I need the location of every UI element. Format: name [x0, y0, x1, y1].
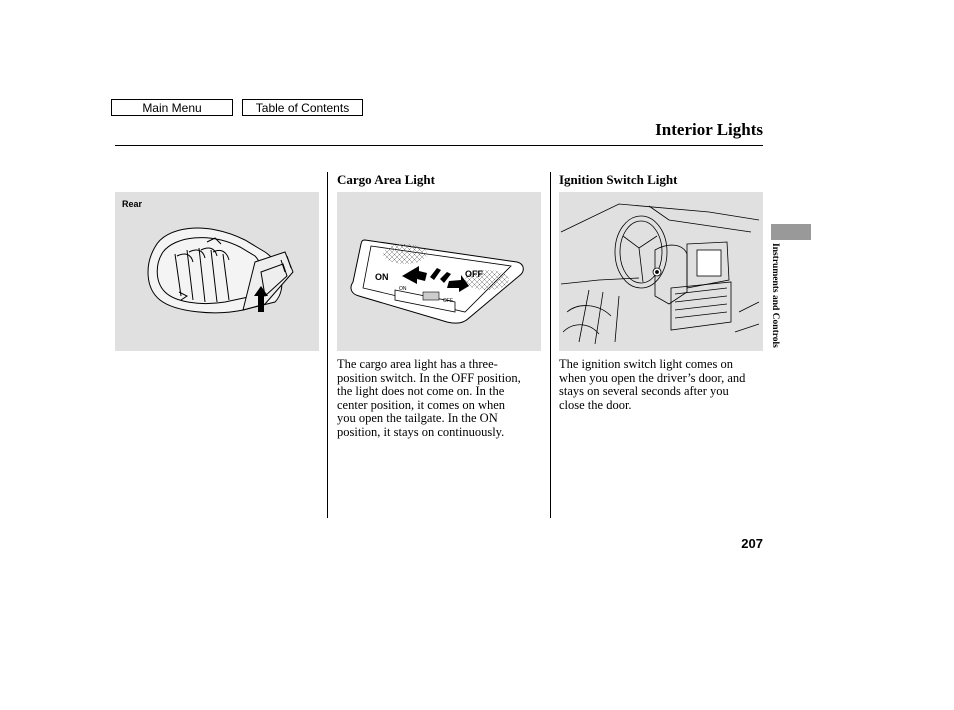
- rear-light-illustration: [115, 192, 319, 351]
- figure-label-on: ON: [375, 272, 389, 282]
- title-divider: [115, 145, 763, 146]
- figure-label-rear: Rear: [122, 199, 143, 209]
- section-tab-marker: [771, 224, 811, 240]
- cargo-light-illustration: [337, 192, 541, 351]
- switch-label-on: ON: [399, 286, 407, 292]
- cargo-area-light-heading: Cargo Area Light: [337, 172, 435, 187]
- main-menu-button[interactable]: Main Menu: [111, 99, 233, 116]
- ignition-switch-light-text: The ignition switch light comes on when you open the driver’s door, and stays on several seconds after you close the door.: [559, 357, 746, 412]
- table-of-contents-button[interactable]: Table of Contents: [242, 99, 363, 116]
- ignition-light-figure: [559, 192, 763, 351]
- rear-light-figure: [115, 192, 319, 351]
- column-divider-2: [550, 172, 551, 518]
- page-number: 207: [741, 536, 763, 551]
- switch-label-off: OFF: [443, 298, 453, 304]
- section-tab-label: Instruments and Controls: [770, 243, 780, 348]
- cargo-area-light-text: The cargo area light has a three- position switch. In the OFF position, the light does not come on. In the center position, it comes on when you open the tailgate. In the ON position, it stays on continuously.: [337, 357, 521, 439]
- cargo-light-figure: [337, 192, 541, 351]
- figure-label-off: OFF: [465, 269, 483, 279]
- ignition-light-illustration: [559, 192, 763, 351]
- ignition-switch-light-heading: Ignition Switch Light: [559, 172, 678, 187]
- page-title: Interior Lights: [655, 120, 763, 139]
- column-divider-1: [327, 172, 328, 518]
